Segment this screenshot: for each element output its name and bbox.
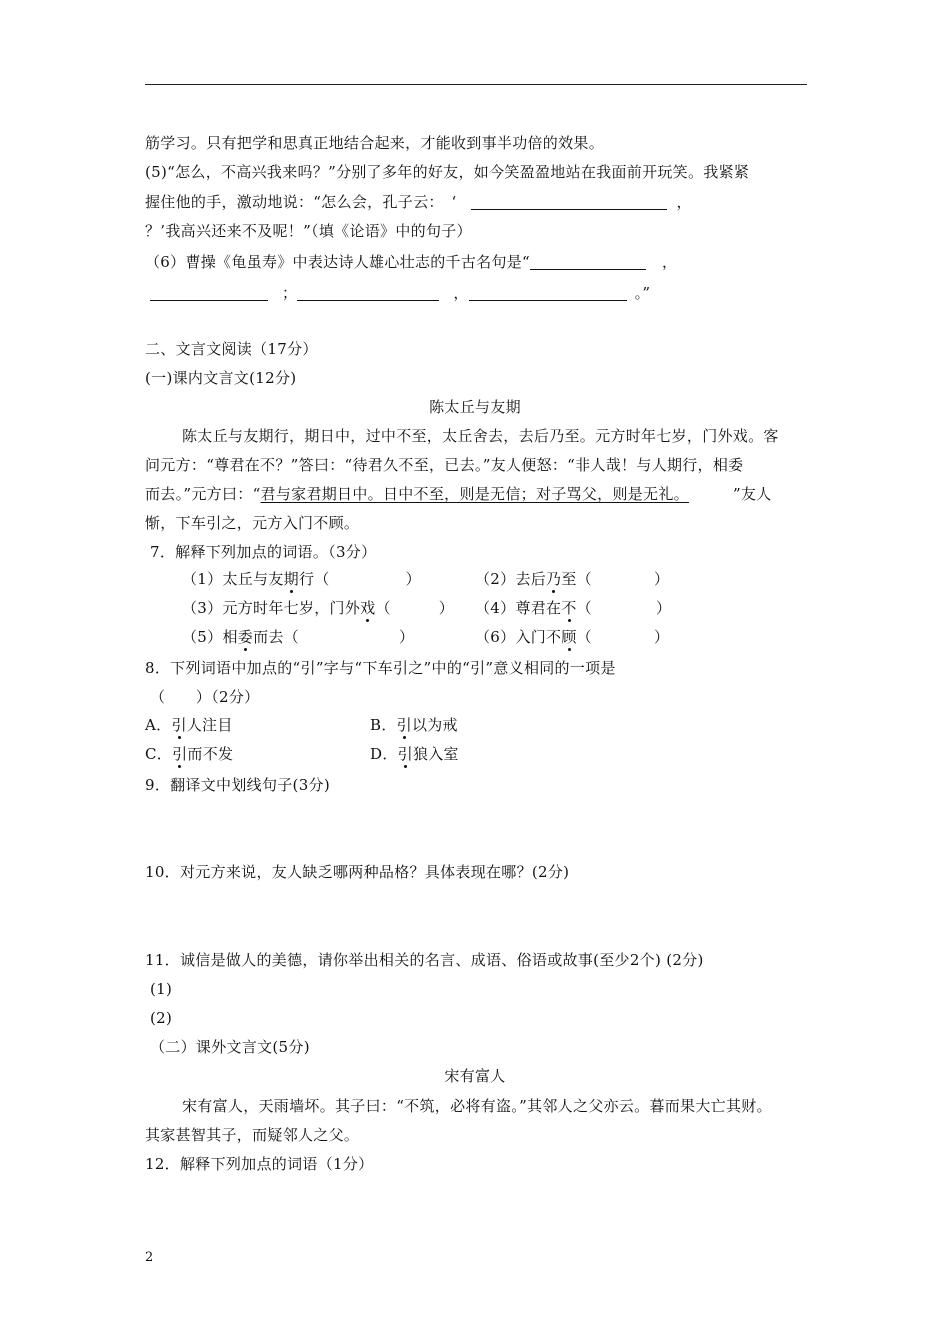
passage-line: 陈太丘与友期行，期日中，过中不至，太丘舍去，去后乃至。元方时年七岁，门外戏。客	[182, 427, 779, 445]
option-d[interactable]: D．引狼入室	[370, 745, 459, 763]
question-11-answer-1[interactable]: (1)	[150, 980, 173, 998]
question-10: 10．对元方来说，友人缺乏哪两种品格？具体表现在哪？(2分)	[145, 863, 570, 881]
semicolon: ；	[282, 284, 298, 302]
answer-blank[interactable]	[471, 195, 667, 210]
section-title: 二、文言文阅读（17分）	[145, 340, 318, 358]
passage-line: 惭，下车引之，元方入门不顾。	[145, 514, 360, 532]
question-6-prompt: （6）曹操《龟虽寿》中表达诗人雄心壮志的千古名句是“	[145, 253, 531, 271]
question-7-item: （6）入门不顾（ ）	[475, 628, 670, 646]
question-5-prompt: 握住他的手，激动地说：“怎么会，孔子云： ‘	[145, 193, 457, 211]
header-rule	[145, 84, 807, 85]
passage-line: 其家甚智其子，而疑邻人之父。	[145, 1126, 360, 1144]
question-5-line3: ？’我高兴还来不及呢！”（填《论语》中的句子）	[145, 222, 472, 240]
closing: 。”	[634, 284, 651, 302]
comma: ，	[662, 253, 678, 271]
option-b[interactable]: B．引以为戒	[370, 716, 458, 734]
answer-blank[interactable]	[530, 255, 646, 270]
passage-title: 宋有富人	[444, 1067, 506, 1085]
subsection-title: （二）课外文言文(5分)	[150, 1038, 310, 1056]
passage-line: 宋有富人，天雨墙坏。其子曰：“不筑，必将有盗。”其邻人之父亦云。暮而果大亡其财。	[182, 1097, 772, 1115]
answer-blank[interactable]	[150, 286, 268, 301]
question-7-item: （4）尊君在不（ ）	[475, 599, 672, 617]
question-7-item: （5）相委而去（ ）	[182, 628, 415, 646]
dotted-char: 引	[396, 716, 412, 734]
question-9: 9．翻译文中划线句子(3分)	[145, 776, 330, 794]
question-7-item: （3）元方时年七岁，门外戏（ ）	[182, 599, 455, 617]
option-a[interactable]: A．引人注目	[145, 716, 233, 734]
dotted-char: 委	[237, 628, 254, 646]
answer-blank[interactable]	[297, 286, 439, 301]
question-6-line1	[145, 252, 677, 272]
underlined-sentence: 君与家君期日中。日中不至，则是无信；对子骂父，则是无礼。	[260, 485, 689, 503]
page-number: 2	[145, 1250, 154, 1265]
passage-text: 而去。”元方曰：“	[145, 485, 261, 503]
dotted-char: 引	[171, 716, 187, 734]
passage-line: 问元方：“尊君在不？”答曰：“待君久不至，已去。”友人便怒：“非人哉！与人期行，相委	[145, 456, 744, 474]
dotted-char: 期	[283, 570, 299, 588]
question-11-answer-2[interactable]: (2)	[150, 1009, 173, 1027]
comma: ，	[676, 193, 692, 211]
question-11-stem: 11．诚信是做人的美德，请你举出相关的名言、成语、俗语或故事(至少2个) (2分)	[145, 951, 704, 969]
dotted-char: 引	[172, 745, 188, 763]
comma: ，	[453, 284, 469, 302]
question-7-item: （1）太丘与友期行（ ）	[182, 570, 421, 588]
dotted-char: 顾	[561, 628, 577, 646]
question-5-line2	[145, 192, 692, 212]
question-8-stem: 8．下列词语中加点的“引”字与“下车引之”中的“引”意义相同的一项是	[145, 659, 616, 677]
question-12: 12．解释下列加点的词语（1分）	[145, 1155, 374, 1173]
dotted-char: 不	[561, 599, 577, 617]
passage-title: 陈太丘与友期	[429, 398, 521, 416]
passage-line	[145, 484, 772, 504]
question-7-item: （2）去后乃至（ ）	[475, 570, 670, 588]
dotted-char: 乃	[546, 570, 562, 588]
subsection-title: (一)课内文言文(12分)	[145, 369, 297, 387]
option-c[interactable]: C．引而不发	[145, 745, 234, 763]
question-8-paren: （ ）（2分）	[150, 688, 260, 706]
question-5-line1: (5)“怎么，不高兴我来吗？”分别了多年的好友，如今笑盈盈地站在我面前开玩笑。我紧紧	[145, 163, 750, 181]
dotted-char: 引	[397, 745, 413, 763]
text-line: 筋学习。只有把学和思真正地结合起来，才能收到事半功倍的效果。	[145, 134, 605, 152]
answer-blank[interactable]	[469, 286, 627, 301]
dotted-char: 戏	[360, 599, 376, 617]
passage-text: ”友人	[732, 485, 772, 503]
question-7-stem: 7．解释下列加点的词语。（3分）	[150, 543, 377, 561]
question-6-line2	[150, 283, 650, 303]
